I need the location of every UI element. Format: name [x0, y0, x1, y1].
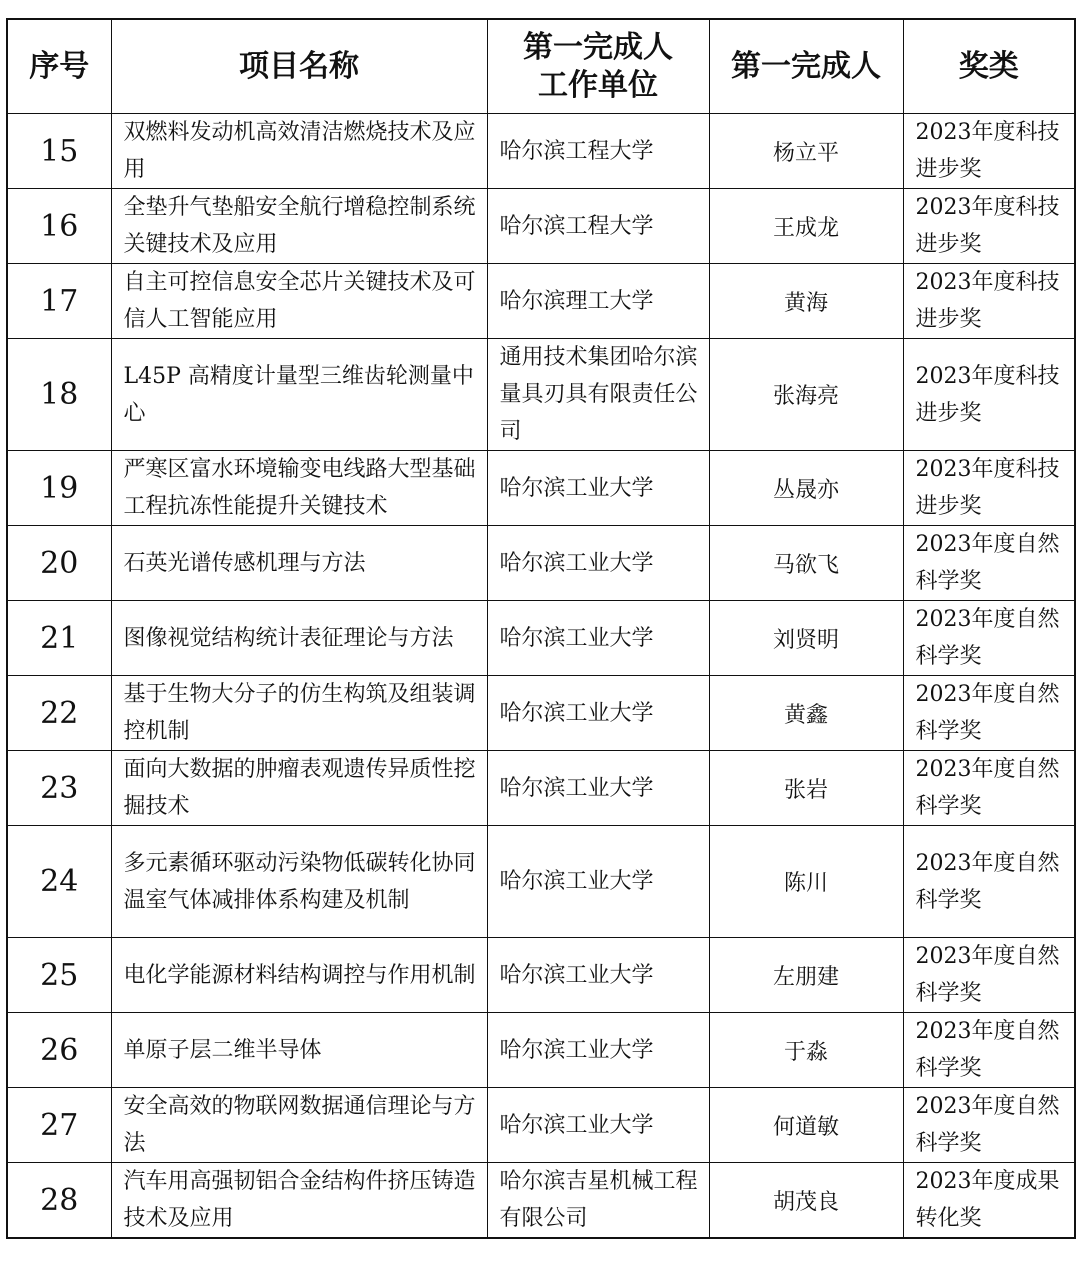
- award-category-cell: 2023年度自然科学奖: [903, 751, 1075, 826]
- work-unit-cell: 哈尔滨工程大学: [487, 189, 709, 264]
- first-completer-cell: 刘贤明: [709, 601, 903, 676]
- award-category-cell: 2023年度自然科学奖: [903, 526, 1075, 601]
- award-category-cell: 2023年度自然科学奖: [903, 1088, 1075, 1163]
- first-completer-cell: 丛晟亦: [709, 451, 903, 526]
- first-completer-cell: 王成龙: [709, 189, 903, 264]
- project-name-cell: 面向大数据的肿瘤表观遗传异质性挖掘技术: [111, 751, 487, 826]
- first-completer-cell: 胡茂良: [709, 1163, 903, 1239]
- serial-number-cell: 25: [7, 938, 111, 1013]
- table-row: [7, 451, 1075, 526]
- work-unit-cell: 哈尔滨吉星机械工程有限公司: [487, 1163, 709, 1239]
- table-row: [7, 339, 1075, 451]
- header-project-name: 项目名称: [111, 19, 487, 114]
- serial-number-cell: 21: [7, 601, 111, 676]
- table-row: [7, 826, 1075, 938]
- first-completer-cell: 张岩: [709, 751, 903, 826]
- work-unit-cell: 哈尔滨工业大学: [487, 526, 709, 601]
- award-table-container: [6, 18, 1074, 1239]
- work-unit-cell: 哈尔滨工业大学: [487, 601, 709, 676]
- award-category-cell: 2023年度自然科学奖: [903, 601, 1075, 676]
- header-serial-number: 序号: [7, 19, 111, 114]
- first-completer-cell: 杨立平: [709, 114, 903, 189]
- table-row: [7, 189, 1075, 264]
- award-category-cell: 2023年度自然科学奖: [903, 676, 1075, 751]
- serial-number-cell: 16: [7, 189, 111, 264]
- project-name-cell: 多元素循环驱动污染物低碳转化协同温室气体减排体系构建及机制: [111, 826, 487, 938]
- header-first-completer: 第一完成人: [709, 19, 903, 114]
- serial-number-cell: 28: [7, 1163, 111, 1239]
- work-unit-cell: 哈尔滨工程大学: [487, 114, 709, 189]
- project-name-cell: 安全高效的物联网数据通信理论与方法: [111, 1088, 487, 1163]
- serial-number-cell: 18: [7, 339, 111, 451]
- first-completer-cell: 左朋建: [709, 938, 903, 1013]
- table-row: [7, 676, 1075, 751]
- work-unit-cell: 哈尔滨工业大学: [487, 676, 709, 751]
- work-unit-cell: 哈尔滨工业大学: [487, 751, 709, 826]
- award-category-cell: 2023年度科技进步奖: [903, 339, 1075, 451]
- project-name-cell: 石英光谱传感机理与方法: [111, 526, 487, 601]
- project-name-cell: 汽车用高强韧铝合金结构件挤压铸造技术及应用: [111, 1163, 487, 1239]
- serial-number-cell: 17: [7, 264, 111, 339]
- first-completer-cell: 何道敏: [709, 1088, 903, 1163]
- award-category-cell: 2023年度自然科学奖: [903, 938, 1075, 1013]
- serial-number-cell: 22: [7, 676, 111, 751]
- project-name-cell: 自主可控信息安全芯片关键技术及可信人工智能应用: [111, 264, 487, 339]
- project-name-cell: L45P 高精度计量型三维齿轮测量中心: [111, 339, 487, 451]
- work-unit-cell: 哈尔滨工业大学: [487, 826, 709, 938]
- project-name-cell: 严寒区富水环境输变电线路大型基础工程抗冻性能提升关键技术: [111, 451, 487, 526]
- work-unit-cell: 哈尔滨工业大学: [487, 938, 709, 1013]
- table-header: [7, 19, 1075, 114]
- table-row: [7, 1088, 1075, 1163]
- table-row: [7, 601, 1075, 676]
- award-category-cell: 2023年度成果转化奖: [903, 1163, 1075, 1239]
- project-name-cell: 双燃料发动机高效清洁燃烧技术及应用: [111, 114, 487, 189]
- serial-number-cell: 24: [7, 826, 111, 938]
- project-name-cell: 全垫升气垫船安全航行增稳控制系统关键技术及应用: [111, 189, 487, 264]
- award-category-cell: 2023年度科技进步奖: [903, 264, 1075, 339]
- first-completer-cell: 黄鑫: [709, 676, 903, 751]
- first-completer-cell: 于淼: [709, 1013, 903, 1088]
- table-row: [7, 264, 1075, 339]
- award-category-cell: 2023年度自然科学奖: [903, 826, 1075, 938]
- work-unit-cell: 哈尔滨工业大学: [487, 1013, 709, 1088]
- table-row: [7, 1163, 1075, 1239]
- first-completer-cell: 张海亮: [709, 339, 903, 451]
- award-category-cell: 2023年度自然科学奖: [903, 1013, 1075, 1088]
- table-row: [7, 114, 1075, 189]
- first-completer-cell: 黄海: [709, 264, 903, 339]
- table-row: [7, 938, 1075, 1013]
- header-work-unit-line2: 工作单位: [538, 67, 658, 103]
- serial-number-cell: 23: [7, 751, 111, 826]
- project-name-cell: 基于生物大分子的仿生构筑及组装调控机制: [111, 676, 487, 751]
- work-unit-cell: 哈尔滨理工大学: [487, 264, 709, 339]
- serial-number-cell: 27: [7, 1088, 111, 1163]
- header-row: [7, 19, 1075, 114]
- first-completer-cell: 陈川: [709, 826, 903, 938]
- serial-number-cell: 20: [7, 526, 111, 601]
- project-name-cell: 单原子层二维半导体: [111, 1013, 487, 1088]
- serial-number-cell: 26: [7, 1013, 111, 1088]
- header-work-unit-line1: 第一完成人: [523, 29, 673, 65]
- first-completer-cell: 马欲飞: [709, 526, 903, 601]
- award-category-cell: 2023年度科技进步奖: [903, 114, 1075, 189]
- award-category-cell: 2023年度科技进步奖: [903, 189, 1075, 264]
- table-row: [7, 751, 1075, 826]
- header-award-category: 奖类: [903, 19, 1075, 114]
- table-body: [7, 114, 1075, 1239]
- award-list-table: [6, 18, 1076, 1239]
- serial-number-cell: 15: [7, 114, 111, 189]
- project-name-cell: 图像视觉结构统计表征理论与方法: [111, 601, 487, 676]
- award-category-cell: 2023年度科技进步奖: [903, 451, 1075, 526]
- table-row: [7, 526, 1075, 601]
- project-name-cell: 电化学能源材料结构调控与作用机制: [111, 938, 487, 1013]
- header-work-unit: [487, 19, 709, 114]
- table-row: [7, 1013, 1075, 1088]
- work-unit-cell: 通用技术集团哈尔滨量具刃具有限责任公司: [487, 339, 709, 451]
- work-unit-cell: 哈尔滨工业大学: [487, 1088, 709, 1163]
- serial-number-cell: 19: [7, 451, 111, 526]
- work-unit-cell: 哈尔滨工业大学: [487, 451, 709, 526]
